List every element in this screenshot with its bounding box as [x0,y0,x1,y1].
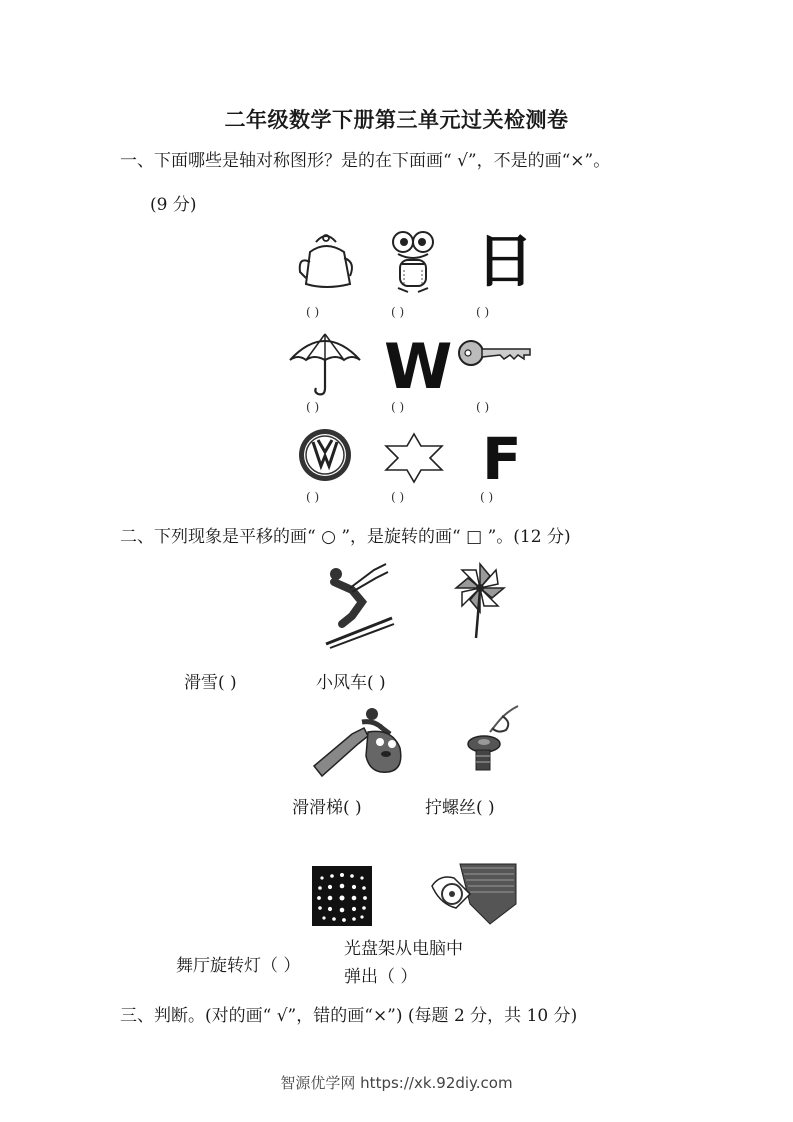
footer-watermark: 智源优学网 https://xk.92diy.com [280,1074,513,1092]
answer-blank-frog[interactable]: ( ) [391,305,405,319]
answer-blank-key[interactable]: ( ) [476,400,490,414]
section3-heading: 三、判断。(对的画“ √”，错的画“×”) (每题 2 分，共 10 分) [120,1006,578,1026]
ri-character: 日 [476,227,535,295]
vw-logo-figure [298,428,352,482]
answer-blank-star[interactable]: ( ) [391,490,405,504]
screw-label[interactable]: 拧螺丝( ) [425,798,495,818]
answer-blank-umbrella[interactable]: ( ) [306,400,320,414]
answer-blank-vw[interactable]: ( ) [306,490,320,504]
frog-figure [388,230,438,296]
umbrella-figure [288,328,362,398]
pinwheel-figure [454,562,506,640]
disco-light-figure [312,866,372,926]
section1-heading: 一、下面哪些是轴对称图形？是的在下面画“ √”，不是的画“×”。 [120,151,611,171]
answer-blank-w[interactable]: ( ) [391,400,405,414]
slide-label[interactable]: 滑滑梯( ) [292,798,362,818]
page-title: 二年级数学下册第三单元过关检测卷 [224,108,569,132]
answer-blank-ri[interactable]: ( ) [476,305,490,319]
disco-light-label[interactable]: 舞厅旋转灯（ ） [176,956,301,976]
slide-figure [312,704,408,776]
six-point-star-figure [384,432,444,484]
pinwheel-label[interactable]: 小风车( ) [316,673,386,693]
skiing-label[interactable]: 滑雪( ) [184,673,237,693]
cd-tray-label-line1: 光盘架从电脑中 [344,939,463,959]
cd-tray-figure [430,864,516,924]
key-figure [458,338,532,368]
screw-figure [462,704,522,774]
answer-blank-f[interactable]: ( ) [480,490,494,504]
skier-figure [322,562,396,650]
section1-score: (9 分) [150,195,197,215]
w-letter: W [384,330,453,403]
answer-blank-kettle[interactable]: ( ) [306,305,320,319]
f-letter: F [482,425,522,493]
cd-tray-label-line2[interactable]: 弹出（ ） [344,967,418,987]
section2-heading: 二、下列现象是平移的画“ ○ ”，是旋转的画“ □ ”。(12 分) [120,527,571,547]
kettle-figure [296,228,358,292]
